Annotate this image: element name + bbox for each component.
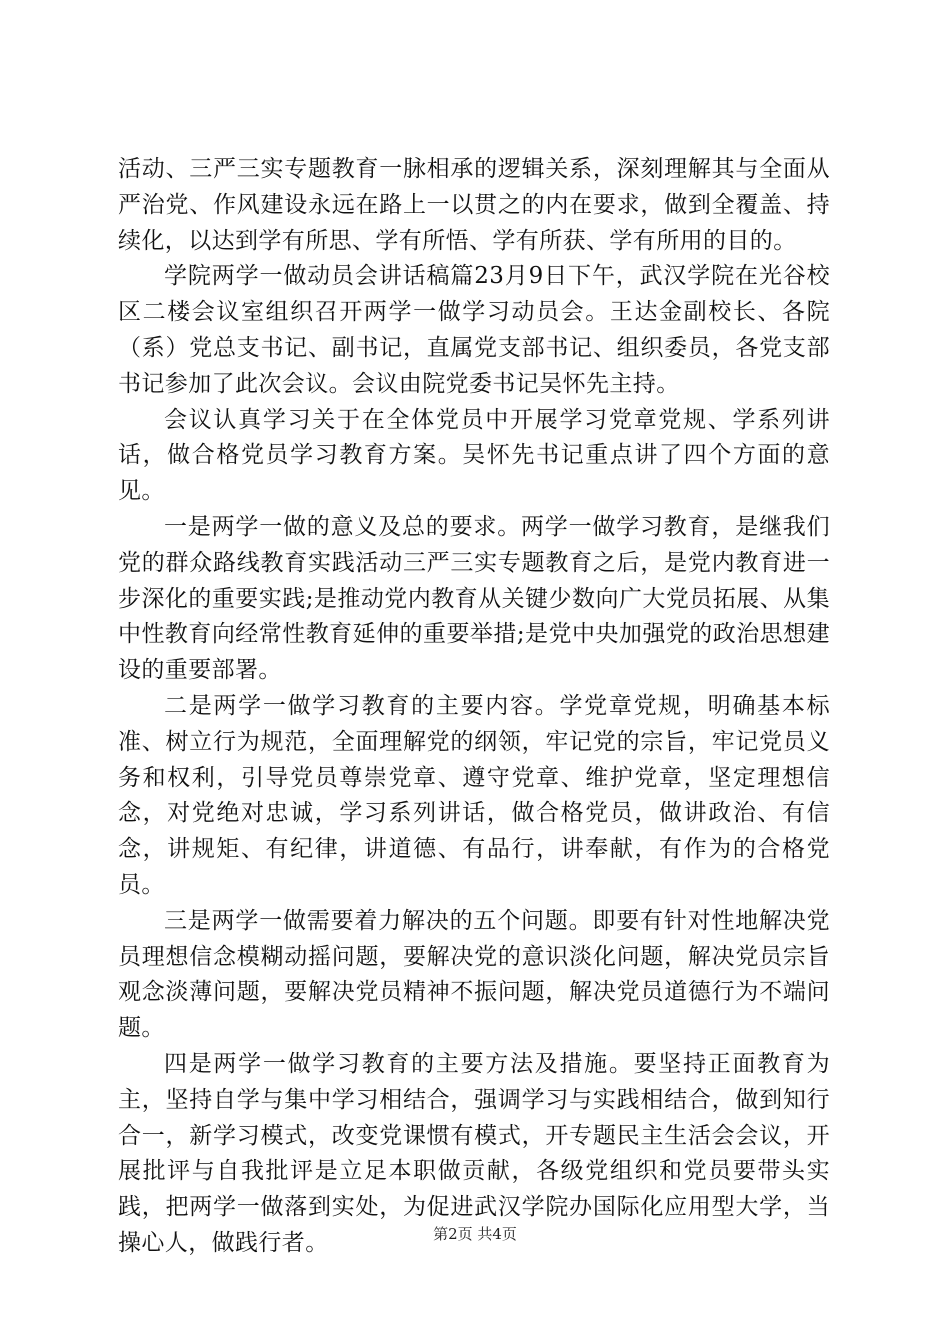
paragraph-meeting-intro: 学院两学一做动员会讲话稿篇23月9日下午，武汉学院在光谷校区二楼会议室组织召开两学一做学习动员会。王达金副校长、各院（系）党总支书记、副书记，直属党支部书记、组织委员，各党支部书记参加了此次会议。会议由院党委书记吴怀先主持。 [118,263,830,397]
paragraph-point-three: 三是两学一做需要着力解决的五个问题。即要有针对性地解决党员理想信念模糊动摇问题，要解决党的意识淡化问题，解决党员宗旨观念淡薄问题，要解决党员精神不振问题，解决党员道德行为不端问题。 [118,907,830,1042]
paragraph-continued: 活动、三严三实专题教育一脉相承的逻辑关系，深刻理解其与全面从严治党、作风建设永远在路上一以贯之的内在要求，做到全覆盖、持续化，以达到学有所思、学有所悟、学有所获、学有所用的目的。 [118,156,830,254]
document-body [118,152,830,1262]
paragraph-meeting-study: 会议认真学习关于在全体党员中开展学习党章党规、学系列讲话，做合格党员学习教育方案。吴怀先书记重点讲了四个方面的意见。 [118,406,830,505]
paragraph-point-two: 二是两学一做学习教育的主要内容。学党章党规，明确基本标准、树立行为规范，全面理解党的纲领，牢记党的宗旨，牢记党员义务和权利，引导党员尊崇党章、遵守党章、维护党章，坚定理想信念，对党绝对忠诚，学习系列讲话，做合格党员，做讲政治、有信念，讲规矩、有纪律，讲道德、有品行，讲奉献，有作为的合格党员。 [118,692,830,898]
paragraph-point-one: 一是两学一做的意义及总的要求。两学一做学习教育，是继我们党的群众路线教育实践活动三严三实专题教育之后，是党内教育进一步深化的重要实践;是推动党内教育从关键少数向广大党员拓展、从集中性教育向经常性教育延伸的重要举措;是党中央加强党的政治思想建设的重要部署。 [118,513,830,684]
page-number-footer: 第2页 共4页 [433,1225,517,1243]
paragraph-point-four: 四是两学一做学习教育的主要方法及措施。要坚持正面教育为主，坚持自学与集中学习相结合，强调学习与实践相结合，做到知行合一，新学习模式，改变党课惯有模式，开专题民主生活会会议，开展批评与自我批评是立足本职做贡献，各级党组织和党员要带头实践，把两学一做落到实处，为促进武汉学院办国际化应用型大学，当操心人，做践行者。 [118,1050,830,1256]
